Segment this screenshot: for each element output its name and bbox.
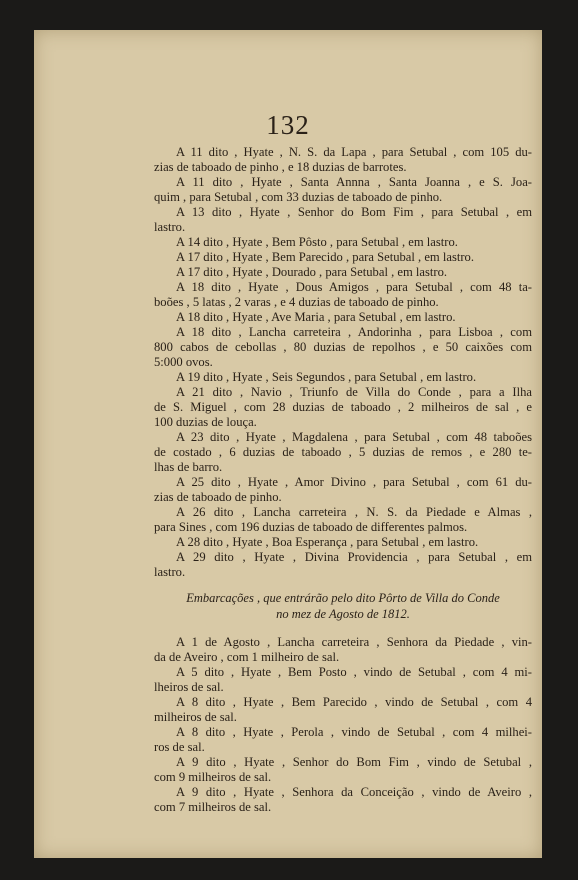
entry-line: A 9 dito , Hyate , Senhor do Bom Fim , vindo de Setubal , [176,755,532,769]
entry-line: A 17 dito , Hyate , Bem Parecido , para Setubal , em lastro. [176,250,474,264]
register-entry [154,755,532,785]
entry-line: da de Aveiro , com 1 milheiro de sal. [154,650,340,664]
entry-line: A 14 dito , Hyate , Bem Pôsto , para Setubal , em lastro. [176,235,458,249]
page-number: 132 [266,110,310,140]
register-entry [154,175,532,205]
entry-line: A 8 dito , Hyate , Bem Parecido , vindo de Setubal , com 4 [176,695,532,709]
entry-line: com 9 milheiros de sal. [154,770,272,784]
entry-line: A 18 dito , Hyate , Ave Maria , para Setubal , em lastro. [176,310,456,324]
entry-line: lhas de barro. [154,460,223,474]
register-entry [154,265,532,280]
entry-line: 800 cabos de cebollas , 80 duzias de repolhos , e 50 caixões com [154,340,532,354]
entry-line: zias de taboado de pinho. [154,490,282,504]
register-entry [154,550,532,580]
departures-list [154,145,532,580]
entry-line: A 8 dito , Hyate , Perola , vindo de Setubal , com 4 milhei- [176,725,532,739]
register-entry [154,370,532,385]
register-entry [154,535,532,550]
register-entry [154,250,532,265]
register-entry [154,635,532,665]
entry-line: lastro. [154,565,186,579]
entry-line: para Sines , com 196 duzias de taboado de differentes palmos. [154,520,468,534]
entry-line: A 29 dito , Hyate , Divina Providencia , para Setubal , em [176,550,532,564]
arrivals-list [154,635,532,815]
section-heading [154,590,532,622]
register-entry [154,430,532,475]
entry-line: A 25 dito , Hyate , Amor Divino , para Setubal , com 61 du- [176,475,532,489]
register-entry [154,325,532,370]
entry-line: A 13 dito , Hyate , Senhor do Bom Fim , para Setubal , em [176,205,532,219]
entry-line: ros de sal. [154,740,205,754]
entry-line: de costado , 6 duzias de taboado , 5 duzias de remos , e 280 te- [154,445,532,459]
register-entry [154,665,532,695]
section-heading-line-2: no mez de Agosto de 1812. [276,607,410,621]
register-entry [154,205,532,235]
register-entry [154,145,532,175]
entry-line: boões , 5 latas , 2 varas , e 4 duzias de taboado de pinho. [154,295,439,309]
register-entry [154,475,532,505]
entry-line: A 1 de Agosto , Lancha carreteira , Senhora da Piedade , vin- [176,635,532,649]
entry-line: lheiros de sal. [154,680,224,694]
register-entry [154,785,532,815]
entry-line: milheiros de sal. [154,710,237,724]
register-entry [154,695,532,725]
register-entry [154,235,532,250]
register-entry [154,310,532,325]
register-entry [154,385,532,430]
entry-line: A 18 dito , Lancha carreteira , Andorinha , para Lisboa , com [176,325,532,339]
entry-line: A 5 dito , Hyate , Bem Posto , vindo de Setubal , com 4 mi- [176,665,532,679]
entry-line: A 9 dito , Hyate , Senhora da Conceição , vindo de Aveiro , [176,785,532,799]
entry-line: com 7 milheiros de sal. [154,800,272,814]
register-entry [154,280,532,310]
entry-line: lastro. [154,220,186,234]
entry-line: A 26 dito , Lancha carreteira , N. S. da Piedade e Almas , [176,505,532,519]
entry-line: A 17 dito , Hyate , Dourado , para Setubal , em lastro. [176,265,448,279]
entry-line: 100 duzias de louça. [154,415,257,429]
entry-line: zias de taboado de pinho , e 18 duzias de barrotes. [154,160,407,174]
entry-line: A 18 dito , Hyate , Dous Amigos , para Setubal , com 48 ta- [176,280,532,294]
entry-line: A 11 dito , Hyate , Santa Annna , Santa Joanna , e S. Joa- [176,175,532,189]
entry-line: A 23 dito , Hyate , Magdalena , para Setubal , com 48 taboões [176,430,532,444]
document-page [34,30,542,858]
section-heading-line-1: Embarcações , que entrárão pelo dito Pôrto de Villa do Conde [186,591,500,605]
entry-line: quim , para Setubal , com 33 duzias de taboado de pinho. [154,190,443,204]
entry-line: A 11 dito , Hyate , N. S. da Lapa , para Setubal , com 105 du- [176,145,532,159]
entry-line: A 21 dito , Navio , Triunfo de Villa do Conde , para a Ilha [176,385,532,399]
entry-line: 5:000 ovos. [154,355,213,369]
entry-line: de S. Miguel , com 28 duzias de taboado , 2 milheiros de sal , e [154,400,532,414]
register-entry [154,725,532,755]
entry-line: A 19 dito , Hyate , Seis Segundos , para Setubal , em lastro. [176,370,477,384]
entry-line: A 28 dito , Hyate , Boa Esperança , para Setubal , em lastro. [176,535,479,549]
register-entry [154,505,532,535]
